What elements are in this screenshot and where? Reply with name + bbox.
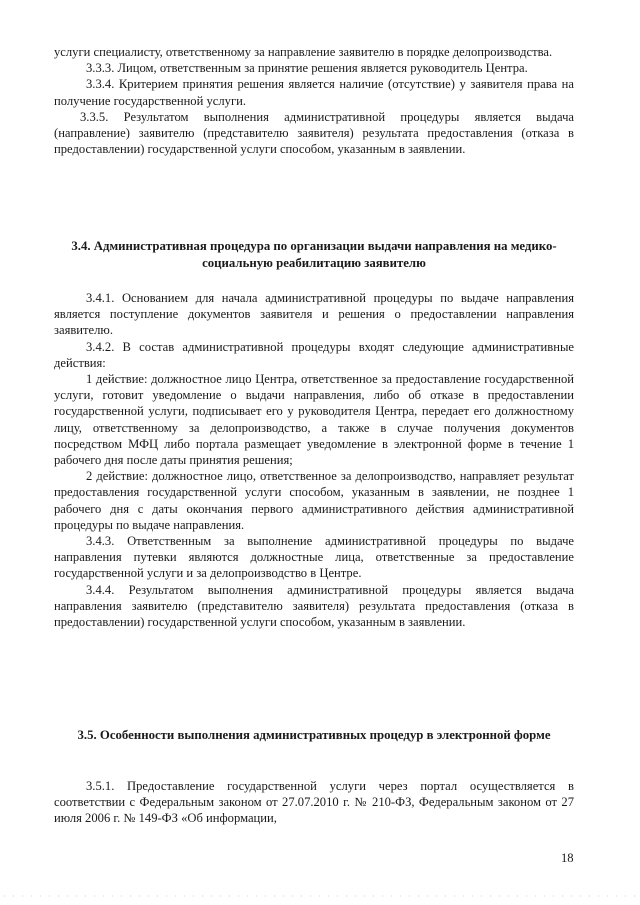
paragraph-3-4-3: 3.4.3. Ответственным за выполнение административной процедуры по выдаче направления путевки являются должностные лица, ответственные за предоставление государственной услуги и за делопроизводство в Центре. [54,534,574,581]
paragraph-3-4-2: 3.4.2. В состав административной процедуры входят следующие административные действия: [54,339,574,370]
page-number: 18 [561,851,574,865]
text-block-3-4 [54,290,574,630]
text-block-3-5 [54,778,574,827]
paragraph-3-4-4: 3.4.4. Результатом выполнения административной процедуры является выдача направления заявителю (представителю заявителя) результата предоставления (отказа в предоставлении) государственной услуги способом, указанным в заявлении. [54,582,574,630]
section-heading-3-4: 3.4. Административная процедура по организации выдачи направления на медико-социальную реабилитацию заявителю [71,239,557,270]
paragraph-3-3-5: 3.3.5. Результатом выполнения административной процедуры является выдача (направление) заявителю (представителю заявителя) результата предоставления (отказа в предоставлении) государственной услуги способом, указанным в заявлении. [54,109,574,157]
paragraph-3-3-3: 3.3.3. Лицом, ответственным за принятие решения является руководитель Центра. [86,61,528,76]
paragraph-action-1: 1 действие: должностное лицо Центра, ответственное за предоставление государственной услуги, готовит уведомление о выдачи направления, либо об отказе в предоставлении государственной услуги, подписывает его у руководителя Центра, передает его должностному лицу, ответственному за делопроизводство, а также в случае получения документов посредством МФЦ либо портала размещает уведомление в электронной форме в течение 1 рабочего дня после даты принятия решения; [54,372,574,468]
scan-artifact-dots [0,894,640,898]
text-block-3-3 [54,44,574,157]
paragraph-3-5-1: 3.5.1. Предоставление государственной услуги через портал осуществляется в соответствии с Федеральным законом от 27.07.2010 г. № 210-ФЗ, Федеральным законом от 27 июля 2006 г. № 149-ФЗ «Об информации, [54,779,574,826]
section-heading-3-5: 3.5. Особенности выполнения административных процедур в электронной форме [77,728,551,742]
paragraph-action-2: 2 действие: должностное лицо, ответственное за делопроизводство, направляет результат предоставления государственной услуги способом, указанным в заявлении, не позднее 1 рабочего дня с даты окончания первого административного действия административной процедуры по выдаче направления. [54,469,574,532]
paragraph-3-4-1: 3.4.1. Основанием для начала административной процедуры по выдаче направления является поступление документов заявителя и решения о предоставлении направления заявителю. [54,291,574,338]
paragraph-continuation: услуги специалисту, ответственному за направление заявителю в порядке делопроизводства. [54,45,553,59]
paragraph-3-3-4: 3.3.4. Критерием принятия решения является наличие (отсутствие) у заявителя права на получение государственной услуги. [54,77,574,108]
